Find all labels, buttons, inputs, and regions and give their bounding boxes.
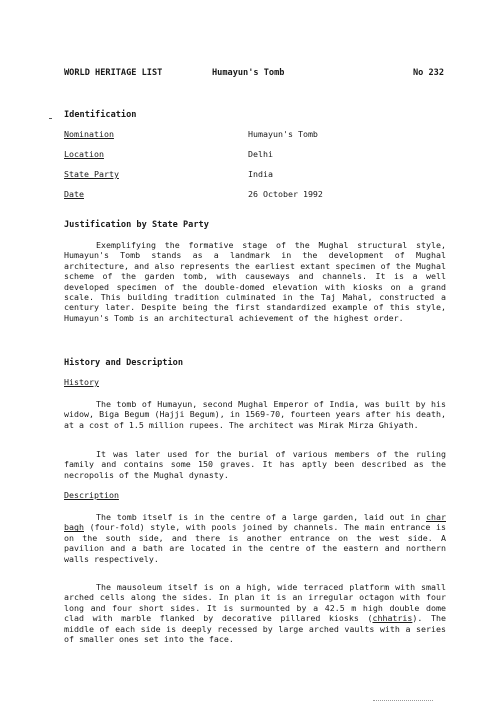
history-subheading: History	[64, 377, 99, 387]
header-site-number: No 232	[412, 68, 444, 78]
field-value-state-party: India	[248, 169, 273, 179]
description-paragraph-2	[64, 582, 446, 644]
justification-heading: Justification by State Party	[64, 220, 209, 230]
history-paragraph-1	[64, 399, 446, 430]
description-text-1b: (four-fold) style, with pools joined by channels. The main entrance is on the south side, and there is another entrance on the west side. A pavilion and a bath are located in the centre of the eastern and northern walls respectively.	[64, 522, 446, 564]
history-text-2: It was later used for the burial of various members of the ruling family and contains some 150 graves. It has aptly been described as the necropolis of the Mughal dynasty.	[64, 449, 446, 480]
description-text-2a: The mausoleum itself is on a high, wide terraced platform with small arched cells along the sides. In plan it is an irregular octagon with four long and four short sides. It is surmounted by a 42.5 m high double dome clad with marble flanked by decorative pillared kiosks (	[64, 582, 446, 624]
header-site-title: Humayun's Tomb	[212, 68, 285, 78]
field-value-location: Delhi	[248, 149, 273, 159]
history-paragraph-2	[64, 449, 446, 480]
scan-artifact-mark	[373, 700, 433, 702]
field-label-date: Date	[64, 189, 84, 199]
description-term-char-bagh: char bagh	[64, 512, 446, 533]
identification-heading: Identification	[64, 110, 137, 120]
description-text-1a: The tomb itself is in the centre of a large garden, laid out in	[96, 512, 427, 522]
field-value-nomination: Humayun's Tomb	[248, 129, 318, 139]
header-list-name: WORLD HERITAGE LIST	[64, 68, 163, 78]
description-term-chhatris: chhatris	[372, 613, 413, 624]
field-label-nomination: Nomination	[64, 129, 114, 139]
history-text-1: The tomb of Humayun, second Mughal Emperor of India, was built by his widow, Biga Begum (Hajji Begum), in 1569-70, fourteen years after his death, at a cost of 1.5 million rupees. The architect was Mirak Mirza Ghiyath.	[64, 399, 446, 430]
description-paragraph-1	[64, 512, 446, 564]
field-value-date: 26 October 1992	[248, 189, 323, 199]
margin-mark	[49, 118, 52, 119]
description-text-2b: ). The middle of each side is deeply recessed by large arched vaults with a series of smaller ones set into the face.	[64, 613, 446, 645]
field-label-state-party: State Party	[64, 169, 119, 179]
justification-paragraph	[64, 240, 446, 323]
field-label-location: Location	[64, 149, 104, 159]
description-subheading: Description	[64, 490, 119, 500]
history-description-heading: History and Description	[64, 358, 183, 368]
justification-text: Exemplifying the formative stage of the Mughal structural style, Humayun's Tomb stands as a landmark in the development of Mughal architecture, and also represents the earliest extant specimen of the Mughal scheme of the garden tomb, with causeways and channels. It is a well developed specimen of the double-domed elevation with kiosks on a grand scale. This building tradition culminated in the Taj Mahal, constructed a century later. Despite being the first standardized example of this style, Humayun's Tomb is an architectural achievement of the highest order.	[64, 240, 446, 323]
